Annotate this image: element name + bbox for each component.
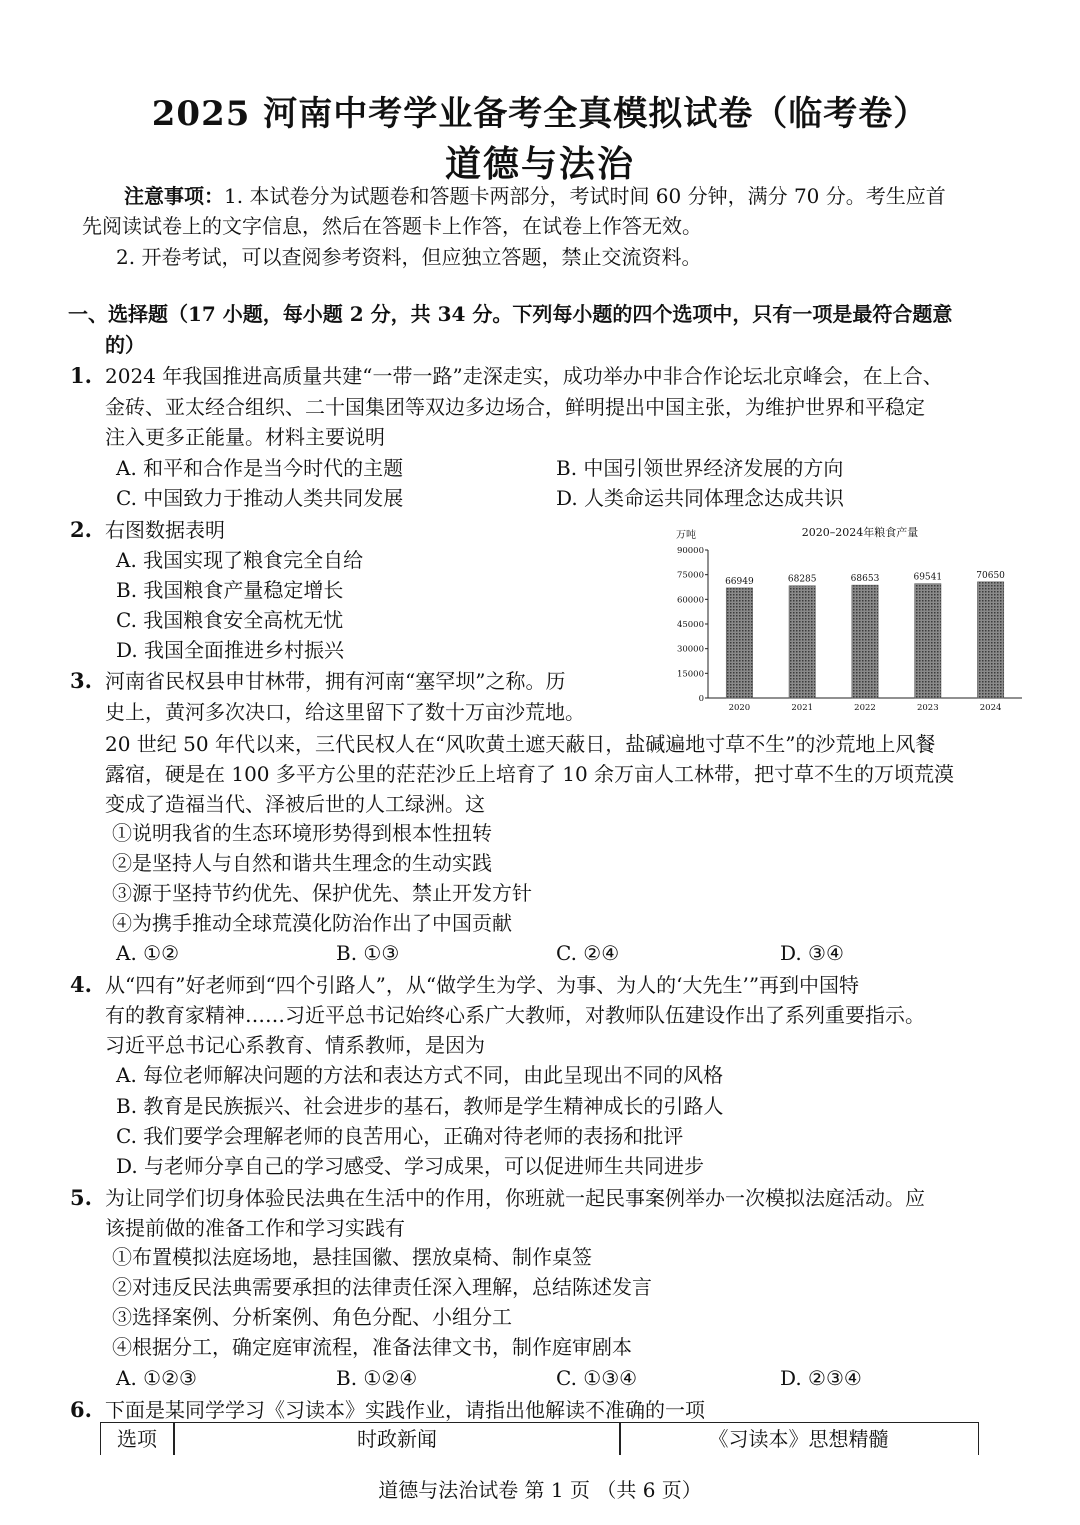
chart-bar	[852, 585, 878, 698]
q6-col-news: 时政新闻	[357, 1427, 437, 1451]
chart-data-label: 66949	[725, 576, 754, 587]
q1-stem-3: 注入更多正能量。材料主要说明	[105, 425, 385, 449]
chart-y-tick-label: 45000	[676, 620, 704, 630]
chart-bar	[726, 588, 752, 698]
q3-statement-3: ③源于坚持节约优先、保护优先、禁止开发方针	[112, 881, 532, 905]
q6-stem: 下面是某同学学习《习读本》实践作业，请指出他解读不准确的一项	[105, 1398, 705, 1422]
q5-statement-4: ④根据分工，确定庭审流程，准备法律文书，制作庭审剧本	[112, 1335, 632, 1359]
q3-option-c: C. ②④	[556, 941, 620, 965]
q5-option-c: C. ①③④	[556, 1366, 638, 1390]
q2-option-c: C. 我国粮食安全高枕无忧	[116, 608, 344, 632]
notice-line-1	[124, 181, 946, 211]
q3-statement-2: ②是坚持人与自然和谐共生理念的生动实践	[112, 851, 492, 875]
chart-data-label: 69541	[913, 572, 943, 583]
q2-number: 2.	[70, 517, 92, 542]
notice-line-2: 先阅读试卷上的文字信息，然后在答题卡上作答，在试卷上作答无效。	[82, 214, 702, 238]
q5-number: 5.	[70, 1185, 92, 1210]
q2-option-a: A. 我国实现了粮食完全自给	[116, 548, 364, 572]
chart-y-tick-label: 90000	[676, 546, 704, 556]
chart-y-tick-label: 30000	[676, 644, 704, 655]
q6-table-header	[100, 1422, 979, 1455]
q2-stem: 右图数据表明	[105, 518, 225, 542]
q4-stem-1: 从“四有”好老师到“四个引路人”，从“做学生为学、为事、为人的‘大先生’”再到中国特	[105, 973, 860, 997]
q3-option-d: D. ③④	[780, 941, 844, 965]
q3-statement-4: ④为携手推动全球荒漠化防治作出了中国贡献	[112, 911, 512, 935]
chart-x-tick-label: 2023	[916, 703, 939, 713]
notice-label: 注意事项：	[124, 184, 224, 208]
chart-title: 2020–2024年粮食产量	[801, 526, 919, 539]
chart-y-tick-label: 60000	[676, 595, 704, 606]
chart-x-tick-label: 2020	[728, 703, 751, 713]
section-heading-line-1: 一、选择题（17 小题，每小题 2 分，共 34 分。下列每小题的四个选项中，只有一项是最符合题意	[68, 302, 953, 326]
q1-option-a: A. 和平和合作是当今时代的主题	[116, 456, 404, 480]
q1-stem-1: 2024 年我国推进高质量共建“一带一路”走深走实，成功举办中非合作论坛北京峰会，在上合、	[105, 364, 943, 388]
q1-option-c: C. 中国致力于推动人类共同发展	[116, 486, 404, 510]
q6-col-option: 选项	[117, 1427, 157, 1451]
notice-text-1: 1. 本试卷分为试题卷和答题卡两部分，考试时间 60 分钟，满分 70 分。考生应首	[224, 184, 946, 208]
grain-output-chart	[670, 522, 1030, 720]
q1-stem-2: 金砖、亚太经合组织、二十国集团等双边多边场合，鲜明提出中国主张，为维护世界和平稳定	[105, 395, 925, 419]
q6-number: 6.	[70, 1397, 92, 1422]
q1-option-d: D. 人类命运共同体理念达成共识	[556, 486, 845, 510]
q5-option-b: B. ①②④	[336, 1366, 418, 1390]
chart-bar	[789, 586, 815, 698]
page-footer: 道德与法治试卷 第 1 页 （共 6 页）	[378, 1478, 702, 1502]
chart-y-axis-label: 万吨	[676, 530, 696, 541]
q4-option-d: D. 与老师分享自己的学习感受、学习成果，可以促进师生共同进步	[116, 1154, 705, 1178]
q6-col-thought: 《习读本》思想精髓	[708, 1427, 889, 1451]
chart-y-tick-label: 0	[698, 694, 704, 704]
chart-bar	[977, 582, 1003, 698]
chart-bar	[915, 584, 941, 698]
q3-option-a: A. ①②	[116, 941, 180, 965]
subject-title: 道德与法治	[444, 143, 635, 185]
chart-y-tick-label: 75000	[676, 570, 704, 581]
chart-x-tick-label: 2021	[791, 703, 814, 713]
q3-stem-5: 变成了造福当代、泽被后世的人工绿洲。这	[105, 792, 485, 816]
q5-option-a: A. ①②③	[116, 1366, 197, 1390]
chart-data-label: 68653	[850, 574, 880, 585]
q5-stem-2: 该提前做的准备工作和学习实践有	[105, 1216, 405, 1240]
chart-data-label: 70650	[976, 570, 1005, 581]
chart-data-label: 68285	[787, 574, 817, 585]
q5-option-d: D. ②③④	[780, 1366, 862, 1390]
q4-option-c: C. 我们要学会理解老师的良苦用心，正确对待老师的表扬和批评	[116, 1124, 684, 1148]
q4-option-b: B. 教育是民族振兴、社会进步的基石，教师是学生精神成长的引路人	[116, 1094, 724, 1118]
q3-stem-4: 露宿，硬是在 100 多平方公里的茫茫沙丘上培育了 10 余万亩人工林带，把寸草不生的万顷荒漠	[105, 762, 955, 786]
q3-stem-2: 史上，黄河多次决口，给这里留下了数十万亩沙荒地。	[105, 700, 585, 724]
chart-x-tick-label: 2024	[979, 703, 1002, 713]
q5-statement-1: ①布置模拟法庭场地，悬挂国徽、摆放桌椅、制作桌签	[112, 1245, 592, 1269]
q4-stem-3: 习近平总书记心系教育、情系教师，是因为	[105, 1033, 485, 1057]
q3-option-b: B. ①③	[336, 941, 400, 965]
q3-stem-1: 河南省民权县申甘林带，拥有河南“塞罕坝”之称。历	[105, 669, 566, 693]
q3-number: 3.	[70, 668, 92, 693]
q4-number: 4.	[70, 972, 92, 997]
exam-title: 2025 河南中考学业备考全真模拟试卷（临考卷）	[151, 94, 929, 134]
chart-x-tick-label: 2022	[854, 703, 876, 713]
q2-option-b: B. 我国粮食产量稳定增长	[116, 578, 344, 602]
q2-option-d: D. 我国全面推进乡村振兴	[116, 638, 345, 662]
q1-number: 1.	[70, 363, 92, 388]
notice-line-3: 2. 开卷考试，可以查阅参考资料，但应独立答题，禁止交流资料。	[116, 245, 702, 269]
q4-stem-2: 有的教育家精神……习近平总书记始终心系广大教师，对教师队伍建设作出了系列重要指示。	[105, 1003, 925, 1027]
q3-stem-3: 20 世纪 50 年代以来，三代民权人在“风吹黄土遮天蔽日，盐碱遍地寸草不生”的沙荒地上风餐	[105, 732, 936, 756]
q4-option-a: A. 每位老师解决问题的方法和表达方式不同，由此呈现出不同的风格	[116, 1063, 724, 1087]
q5-stem-1: 为让同学们切身体验民法典在生活中的作用，你班就一起民事案例举办一次模拟法庭活动。应	[105, 1186, 925, 1210]
q5-statement-2: ②对违反民法典需要承担的法律责任深入理解，总结陈述发言	[112, 1275, 652, 1299]
chart-y-tick-label: 15000	[676, 669, 704, 680]
q5-statement-3: ③选择案例、分析案例、角色分配、小组分工	[112, 1305, 512, 1329]
q3-statement-1: ①说明我省的生态环境形势得到根本性扭转	[112, 821, 492, 845]
q1-option-b: B. 中国引领世界经济发展的方向	[556, 456, 844, 480]
section-heading-line-2: 的）	[105, 333, 145, 357]
